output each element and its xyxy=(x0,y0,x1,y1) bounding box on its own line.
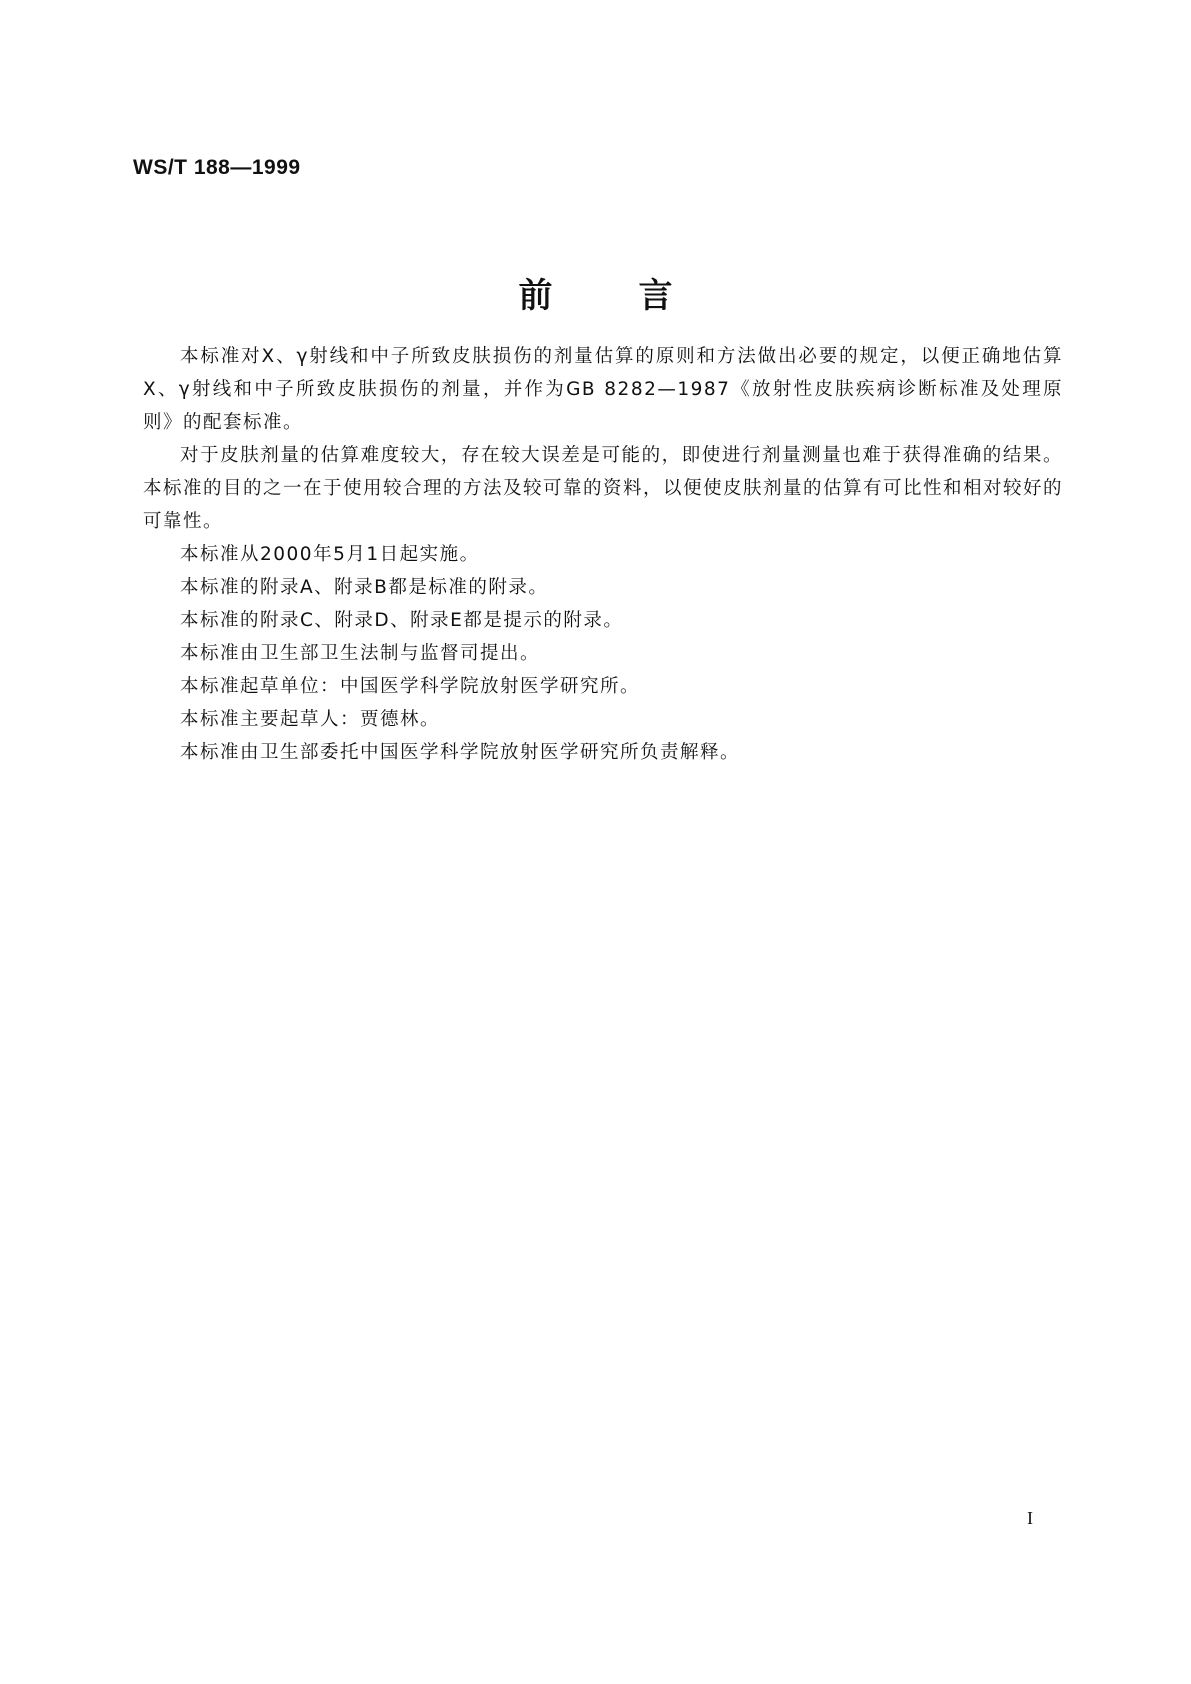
paragraph-informative-annexes: 本标准的附录C、附录D、附录E都是提示的附录。 xyxy=(180,610,624,631)
paragraph-drafting-unit: 本标准起草单位：中国医学科学院放射医学研究所。 xyxy=(180,676,641,697)
paragraph-normative-annexes: 本标准的附录A、附录B都是标准的附录。 xyxy=(180,577,549,598)
standard-code: WS/T 188—1999 xyxy=(133,156,301,179)
page-number: I xyxy=(1027,1508,1033,1528)
paragraph-drafter: 本标准主要起草人：贾德林。 xyxy=(180,709,441,730)
paragraph-proposer: 本标准由卫生部卫生法制与监督司提出。 xyxy=(180,643,541,664)
title-char-1: 前 xyxy=(518,276,553,316)
foreword-body xyxy=(143,340,1063,769)
paragraph-interpretation: 本标准由卫生部委托中国医学科学院放射医学研究所负责解释。 xyxy=(180,742,741,763)
paragraph-scope: 本标准对X、γ射线和中子所致皮肤损伤的剂量估算的原则和方法做出必要的规定，以便正确地估算X、γ射线和中子所致皮肤损伤的剂量，并作为GB 8282—1987《放射性皮肤疾病诊断标准及处理原则》的配套标准。 xyxy=(143,346,1063,433)
paragraph-effective-date: 本标准从2000年5月1日起实施。 xyxy=(180,544,480,565)
title-char-2: 言 xyxy=(638,276,673,316)
page-title xyxy=(0,268,1191,317)
paragraph-purpose: 对于皮肤剂量的估算难度较大，存在较大误差是可能的，即使进行剂量测量也难于获得准确的结果。本标准的目的之一在于使用较合理的方法及较可靠的资料，以便使皮肤剂量的估算有可比性和相对较好的可靠性。 xyxy=(143,445,1064,532)
